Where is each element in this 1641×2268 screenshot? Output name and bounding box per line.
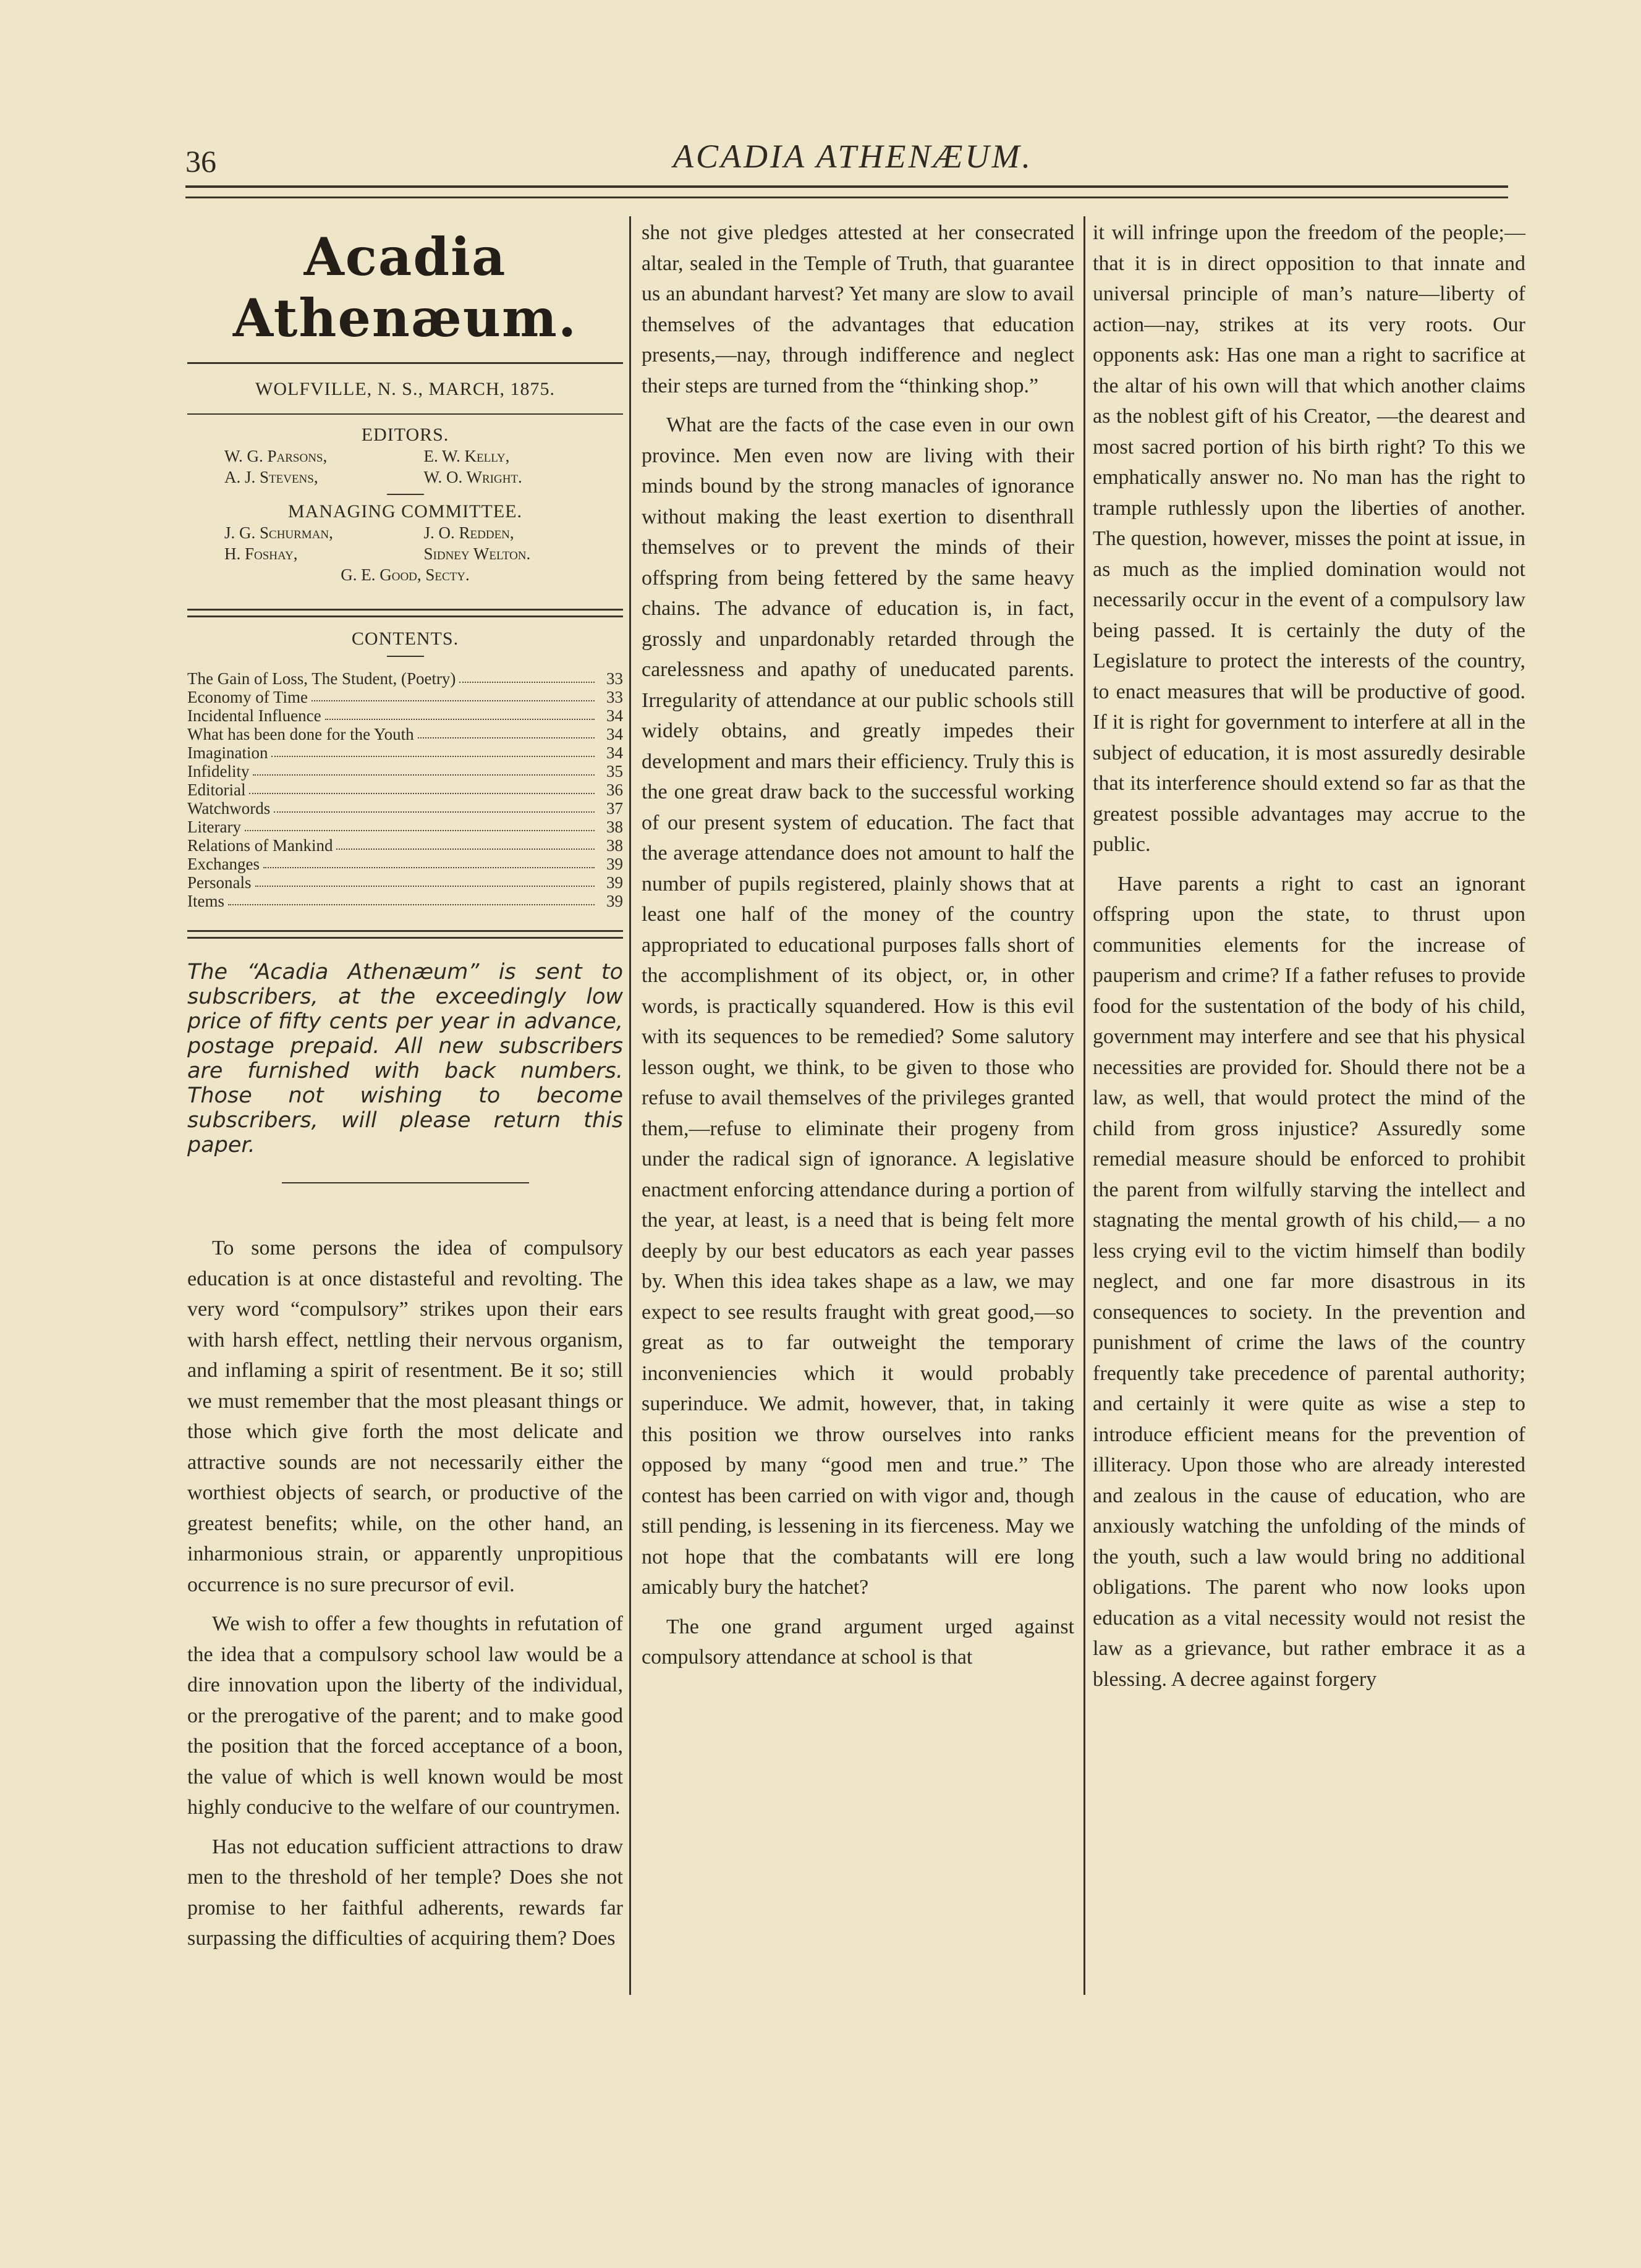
article-paragraph: To some persons the idea of compulsory education is at once distasteful and revolting. The very word “compulsory” strikes upon their ears with harsh effect, nettling their nervous organism, and inflaming a spirit of resentment. Be it so; still we must remember that the most pleasant things or those which give forth the most delicate and attractive sounds are not necessarily either the worthiest objects of search, or productive of the greatest benefits; while, on the other hand, an inharmonious strain, or apparently unpropitious occurrence is no sure precursor of evil.	[187, 1237, 623, 1596]
column-2	[642, 218, 1074, 1673]
paragraph-gap	[642, 1603, 1074, 1612]
contents-item	[187, 836, 623, 855]
contents-item-title: Personals	[187, 873, 252, 892]
contents-item	[187, 706, 623, 725]
leader-dots	[274, 799, 595, 813]
header-rule	[185, 185, 1508, 188]
column-divider-1	[629, 216, 631, 1995]
leader-dots	[325, 706, 595, 720]
contents-item-page: 34	[606, 706, 623, 725]
committee-row-1	[187, 522, 623, 543]
column-3	[1093, 218, 1525, 1695]
contents-list	[187, 669, 623, 910]
dateline: WOLFVILLE, N. S., MARCH, 1875.	[255, 379, 555, 399]
editor-name: W. O. Wright.	[423, 468, 522, 486]
leader-dots	[249, 781, 595, 794]
contents-item-title: What has been done for the Youth	[187, 725, 414, 743]
contents-item	[187, 799, 623, 818]
article-paragraph: Have parents a right to cast an ignorant offspring upon the state, to thrust upon communities elements for the increase of pauperism and crime? If a father refuses to provide food for the sustentation of the body of his child, government may interfere and see that his physical necessities are provided for. Should there not be a law, as well, that would protect the mind of the child from gross injustice? Assuredly some remedial measure should be enforced to prohibit the parent from wilfully starving the intellect and stagnating the mental growth of his child,— a no less crying evil to the victim himself than bodily neglect, and one far more disastrous in its consequences to society. In the prevention and punishment of crime the laws of the country frequently take precedence of parental authority; and certainly it were quite as wise a step to introduce efficient means for the prevention of illiteracy. Upon those who are already interested and zealous in the cause of education, who are anxiously watching the unfolding of the minds of the youth, such a law would bring no additional obligations. The parent who now looks upon education as a vital necessity would not resist the law as a grievance, but rather embrace it as a blessing. A decree against forgery	[1093, 872, 1525, 1691]
contents-item	[187, 873, 623, 892]
editors-heading: EDITORS.	[361, 425, 449, 445]
notice-rule-1	[187, 930, 623, 932]
paragraph-gap	[187, 1823, 623, 1832]
column-2-text	[642, 218, 1074, 1673]
contents-item	[187, 781, 623, 799]
contents-item	[187, 669, 623, 688]
contents-item-page: 39	[606, 873, 623, 892]
leader-dots	[459, 669, 595, 683]
contents-item-title: Editorial	[187, 781, 246, 799]
article-paragraph: she not give pledges attested at her consecrated altar, sealed in the Temple of Truth, that guarantee us an abundant harvest? Yet many are slow to avail themselves of the advantages that education presents,—nay, through indifference and neglect their steps are turned from the “thinking shop.”	[642, 221, 1074, 397]
contents-item-page: 39	[606, 892, 623, 910]
dateline-rule	[187, 413, 623, 415]
contents-item-title: Literary	[187, 818, 241, 836]
contents-item	[187, 818, 623, 836]
contents-item-page: 34	[606, 725, 623, 743]
editors-row-1	[187, 446, 623, 467]
header-rule-2	[185, 197, 1508, 198]
contents-item	[187, 725, 623, 743]
leader-dots	[418, 725, 595, 738]
article-paragraph: What are the facts of the case even in our own province. Men even now are living with their minds bound by the strong manacles of ignorance without making the least exertion to disenthrall themselves or to prevent the minds of their offspring from being fettered by the same heavy chains. The advance of education is, in fact, grossly and unpardonably retarded through the carelessness and apathy of uneducated parents. Irregularity of attendance at our public schools still widely obtains, and greatly impedes their development and mars their efficiency. Truly this is the one great draw back to the successful working of our present system of education. The fact that the average attendance does not amount to half the number of pupils registered, plainly shows that at least one half of the money of the country appropriated to educational purposes falls short of the accomplishment of its object, or, in other words, is practically squandered. How is this evil with its sequences to be remedied? Some salutory lesson ought, we think, to be given to those who refuse to avail themselves of the privileges granted them,—refuse to eliminate their progeny from under the radical sign of ignorance. A legislative enactment enforcing attendance during a portion of the year, at least, is a need that is being felt more deeply by our best educators as each year passes by. When this idea takes shape as a law, we may expect to see results fraught with great good,—so great as to far outweight the temporary inconveniencies which it would probably superinduce. We admit, however, that, in taking this position we throw ourselves into ranks opposed by many “good men and true.” The contest has been carried on with vigor and, though still pending, is lessening in its fierceness. May we not hope that the combatants will ere long amicably bury the hatchet?	[642, 413, 1074, 1599]
leader-dots	[245, 818, 595, 831]
notice-rule-2	[187, 937, 623, 939]
leader-dots	[255, 873, 595, 887]
running-title: ACADIA ATHENÆUM.	[672, 138, 1033, 175]
paragraph-gap	[1093, 860, 1525, 869]
committee-row-2	[187, 543, 623, 564]
contents-rule-2	[187, 616, 623, 617]
contents-item-page: 38	[606, 836, 623, 855]
contents-heading: CONTENTS.	[351, 628, 459, 649]
contents-item-title: Relations of Mankind	[187, 836, 333, 855]
article-paragraph: The one grand argument urged against compulsory attendance at school is that	[642, 1615, 1074, 1669]
paragraph-gap	[187, 1600, 623, 1609]
leader-dots	[312, 688, 595, 701]
contents-item-title: Watchwords	[187, 799, 271, 818]
contents-item-page: 35	[606, 762, 623, 781]
column-3-text	[1093, 218, 1525, 1695]
editor-name: W. G. Parsons,	[224, 447, 328, 465]
masthead-title: Acadia Athenæum.	[232, 226, 578, 349]
leader-dots	[253, 762, 595, 776]
contents-item-title: The Gain of Loss, The Student, (Poetry)	[187, 669, 456, 688]
leader-dots	[271, 743, 595, 757]
committee-secretary: G. E. Good, Secty.	[341, 565, 470, 584]
contents-item-title: Exchanges	[187, 855, 260, 873]
contents-item-title: Incidental Influence	[187, 706, 321, 725]
notice-end-rule	[282, 1182, 529, 1183]
masthead-rule	[187, 362, 623, 364]
contents-item-page: 39	[606, 855, 623, 873]
editors-row-2	[187, 467, 623, 488]
short-rule	[387, 656, 424, 657]
article-paragraph: We wish to offer a few thoughts in refutation of the idea that a compulsory school law would be a dire innovation upon the liberty of the individual, or the prerogative of the parent; and to make good the position that the forced acceptance of a boon, the value of which is well known would be most highly conducive to the welfare of our countrymen.	[187, 1612, 623, 1819]
contents-item-title: Items	[187, 892, 224, 910]
contents-item	[187, 892, 623, 910]
subscription-notice: The “Acadia Athenæum” is sent to subscribers, at the exceedingly low price of fifty cents per year in advance, postage prepaid. All new subscribers are furnished with back numbers. Those not wishing to become subscribers, will please return this paper.	[187, 960, 623, 1157]
contents-rule-1	[187, 609, 623, 611]
committee-name: J. O. Redden,	[423, 523, 514, 542]
editor-name: E. W. Kelly,	[423, 447, 510, 465]
contents-item-title: Imagination	[187, 743, 268, 762]
leader-dots	[228, 892, 595, 905]
contents-item-page: 33	[606, 688, 623, 706]
committee-name: H. Foshay,	[224, 544, 298, 563]
contents-item-title: Infidelity	[187, 762, 250, 781]
committee-name: Sidney Welton.	[423, 544, 531, 563]
column-divider-2	[1083, 216, 1085, 1995]
article-paragraph: it will infringe upon the freedom of the people;—that it is in direct opposition to that innate and universal principle of man’s nature—liberty of action—nay, strikes at its very roots. Our opponents ask: Has one man a right to sacrifice at the altar of his own will that which another claims as the noblest gift of his Creator, —the dearest and most sacred portion of his birth right? To this we emphatically answer no. No man has the right to trample ruthlessly upon the liberties of another. The question, however, misses the point at issue, in as much as the implied domination would not necessarily occur in the event of a compulsory law being passed. It is certainly the duty of the Legislature to protect the interests of the country, to enact measures that will be productive of good. If it is right for government to interfere at all in the subject of education, it is most assuredly desirable that its interference should extend so far as that the greatest possible advantages may accrue to the public.	[1093, 221, 1525, 856]
short-rule	[387, 494, 424, 495]
contents-item-page: 37	[606, 799, 623, 818]
contents-item-page: 34	[606, 743, 623, 762]
contents-item-page: 33	[606, 669, 623, 688]
contents-item	[187, 762, 623, 781]
contents-item	[187, 688, 623, 706]
editor-name: A. J. Stevens,	[224, 468, 318, 486]
column-1	[187, 218, 623, 1954]
article-paragraph: Has not education sufficient attractions to draw men to the threshold of her temple? Does she not promise to her faithful adherents, rewards far surpassing the difficulties of acquiring them? Does	[187, 1835, 623, 1950]
contents-item	[187, 743, 623, 762]
leader-dots	[336, 836, 595, 850]
contents-item-page: 38	[606, 818, 623, 836]
committee-heading: MANAGING COMMITTEE.	[288, 501, 522, 522]
page-number: 36	[185, 144, 216, 179]
leader-dots	[263, 855, 595, 868]
column-1-text	[187, 1233, 623, 1954]
contents-item-page: 36	[606, 781, 623, 799]
contents-item-title: Economy of Time	[187, 688, 308, 706]
paragraph-gap	[642, 401, 1074, 410]
contents-item	[187, 855, 623, 873]
committee-name: J. G. Schurman,	[224, 523, 333, 542]
